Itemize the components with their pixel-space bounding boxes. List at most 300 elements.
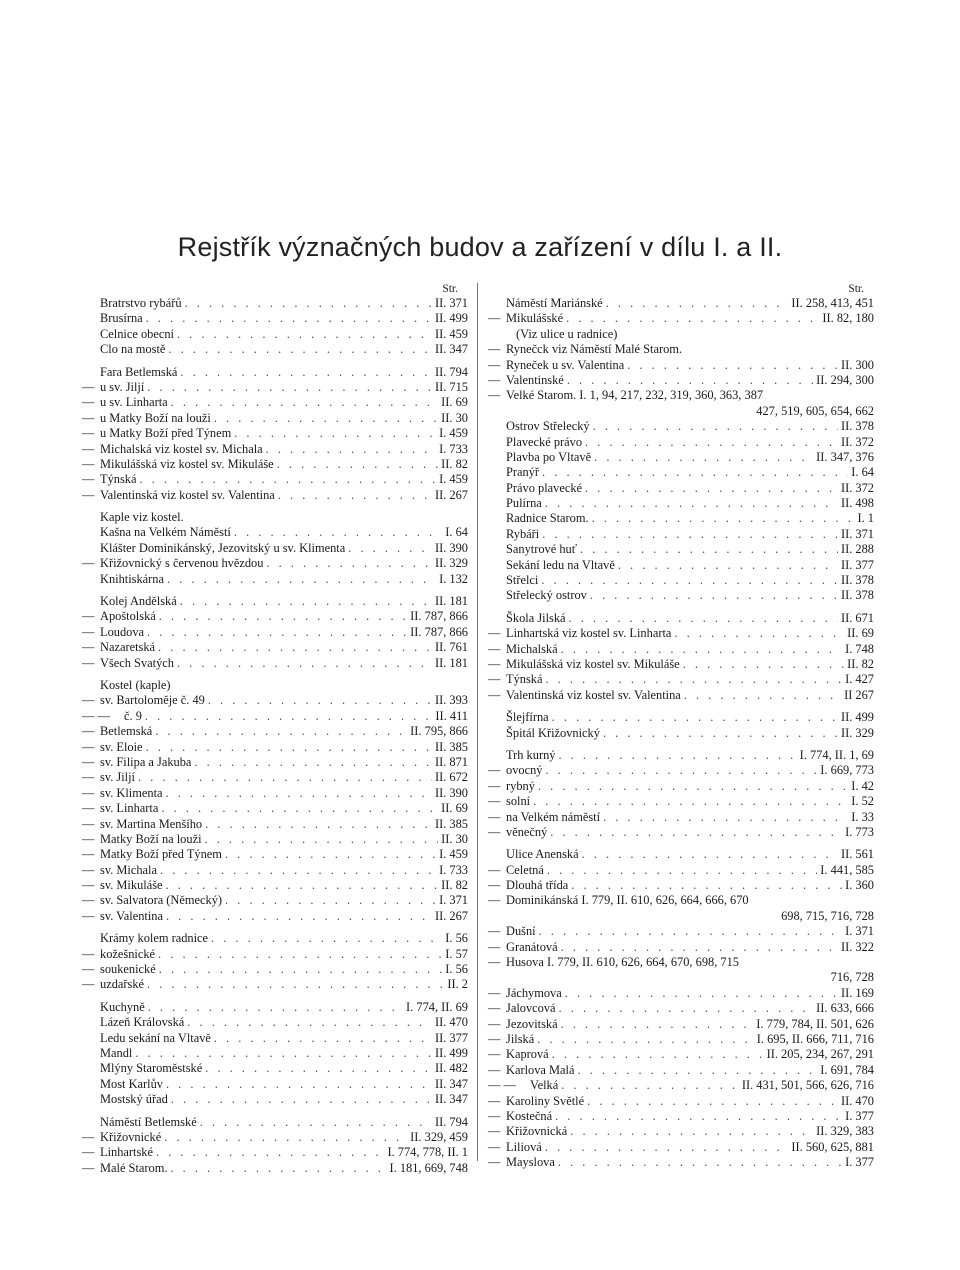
entry-page-ref: I. 773 xyxy=(845,824,874,839)
index-entry xyxy=(82,1092,468,1107)
index-entry xyxy=(82,1077,468,1092)
entry-label: Ryneček u sv. Valentina xyxy=(506,357,625,372)
entry-page-ref: I. 459 xyxy=(439,847,468,862)
index-entry xyxy=(82,1115,468,1130)
entry-dash: — xyxy=(82,977,95,992)
entry-page-ref: II. 69 xyxy=(847,626,874,641)
leader-dots xyxy=(582,847,838,862)
entry-dash: — xyxy=(82,831,95,846)
entry-dash: — xyxy=(82,785,95,800)
entry-page-ref: II. 499 xyxy=(434,311,468,326)
entry-page-ref: I. 181, 669, 748 xyxy=(389,1160,468,1175)
entry-page-ref: II. 633, 666 xyxy=(816,1001,874,1016)
entry-label: Celnice obecní xyxy=(100,326,174,341)
index-entry xyxy=(488,388,874,403)
entry-dash: — xyxy=(488,955,501,970)
entry-dash: — xyxy=(82,739,95,754)
leader-dots xyxy=(146,740,432,755)
entry-dash: — xyxy=(488,862,501,877)
entry-label: sv. Valentina xyxy=(100,908,163,923)
entry-label: sv. Michala xyxy=(100,862,158,877)
entry-label: Škola Jilská xyxy=(506,610,566,625)
leader-dots xyxy=(603,726,838,741)
entry-label: Střelci xyxy=(506,573,539,588)
entry-page-ref: I. 459 xyxy=(439,426,468,441)
index-entry xyxy=(82,977,468,992)
index-entry xyxy=(488,909,874,924)
entry-page-ref: II. 288 xyxy=(840,542,874,557)
index-entry xyxy=(82,1046,468,1061)
entry-dash: — xyxy=(82,410,95,425)
index-entry xyxy=(82,878,468,893)
entry-page-ref: I. 371 xyxy=(439,893,468,908)
entry-page-ref: II. 258, 413, 451 xyxy=(791,296,874,310)
entry-page-ref: II. 378 xyxy=(840,588,874,603)
leader-dots xyxy=(145,709,433,724)
leader-dots xyxy=(561,1078,739,1093)
leader-dots xyxy=(159,609,407,624)
entry-label: Dlouhá třída xyxy=(506,878,569,893)
entry-dash: — xyxy=(488,939,501,954)
index-entry xyxy=(82,931,468,946)
entry-page-ref: II. 347 xyxy=(434,1076,468,1091)
leader-dots xyxy=(158,640,432,655)
leader-dots xyxy=(580,542,838,557)
index-entry xyxy=(82,817,468,832)
entry-label: Rybáři xyxy=(506,526,540,541)
leader-dots xyxy=(156,1145,384,1160)
leader-dots xyxy=(208,693,432,708)
entry-page-ref: II. 795, 866 xyxy=(410,724,468,739)
index-entry xyxy=(488,825,874,840)
entry-page-ref: II. 498 xyxy=(840,496,874,511)
index-entry xyxy=(488,435,874,450)
entry-page-ref: II. 267 xyxy=(434,908,468,923)
leader-dots xyxy=(558,1155,842,1170)
leader-dots xyxy=(277,457,438,472)
leader-dots xyxy=(147,380,432,395)
entry-page-ref: II. 329 xyxy=(434,556,468,571)
entry-page-ref: II. 372 xyxy=(840,434,874,449)
entry-page-ref: 698, 715, 716, 728 xyxy=(781,908,874,923)
index-entry xyxy=(488,847,874,862)
index-entry xyxy=(488,588,874,603)
leader-dots xyxy=(138,770,432,785)
entry-page-ref: II. 794 xyxy=(434,1114,468,1129)
entry-page-ref: II. 431, 501, 566, 626, 716 xyxy=(741,1078,874,1093)
entry-label: Karoliny Světlé xyxy=(506,1093,585,1108)
entry-dash: — xyxy=(488,1124,501,1139)
leader-dots xyxy=(266,556,432,571)
entry-page-ref: II. 672 xyxy=(434,770,468,785)
entry-dash: — xyxy=(82,655,95,670)
leader-dots xyxy=(155,724,407,739)
index-entry xyxy=(82,472,468,487)
leader-dots xyxy=(592,511,855,526)
entry-label: Jezovitská xyxy=(506,1016,558,1031)
entry-dash: — xyxy=(82,862,95,877)
leader-dots xyxy=(545,763,817,778)
entry-label: Ledu sekání na Vltavě xyxy=(100,1030,211,1045)
leader-dots xyxy=(225,893,436,908)
entry-label: soukenické xyxy=(100,962,156,977)
entry-label: Mandl xyxy=(100,1045,133,1060)
entry-page-ref: I. 779, 784, II. 501, 626 xyxy=(756,1016,874,1031)
index-entry xyxy=(82,411,468,426)
entry-label: Dušní xyxy=(506,924,536,939)
leader-dots xyxy=(674,626,844,641)
entry-label: uzdařské xyxy=(100,977,145,992)
entry-label: Mikulášské xyxy=(506,311,564,326)
index-entry xyxy=(82,457,468,472)
entry-label: Valentinská viz kostel sv. Valentina xyxy=(100,487,275,502)
index-entry xyxy=(488,327,874,342)
entry-label: Náměstí Mariánské xyxy=(506,296,603,310)
entry-page-ref: II. 2 xyxy=(447,977,468,992)
leader-dots xyxy=(542,465,848,480)
leader-dots xyxy=(571,878,842,893)
leader-dots xyxy=(180,594,432,609)
entry-label: Bratrstvo rybářů xyxy=(100,296,182,310)
right-entries xyxy=(488,296,874,1170)
entry-page-ref: I. 132 xyxy=(439,571,468,586)
entry-label: Clo na mostě xyxy=(100,342,166,357)
entry-label: Loudova xyxy=(100,624,145,639)
index-entry xyxy=(82,656,468,671)
entry-dash: — xyxy=(488,1001,501,1016)
column-divider xyxy=(477,283,478,1161)
entry-page-ref: II. 82 xyxy=(441,878,468,893)
index-entry xyxy=(488,986,874,1001)
entry-label: Kašna na Velkém Náměstí xyxy=(100,525,231,540)
entry-page-ref: I. 33 xyxy=(851,809,874,824)
entry-page-ref: II. 761 xyxy=(434,640,468,655)
entry-page-ref: II. 300 xyxy=(840,357,874,372)
leader-dots xyxy=(603,810,848,825)
leader-dots xyxy=(547,863,817,878)
entry-label: (Viz ulice u radnice) xyxy=(516,326,618,341)
entry-label: sv. Eloie xyxy=(100,739,143,754)
entry-label: Karlova Malá xyxy=(506,1062,575,1077)
entry-page-ref: II. 205, 234, 267, 291 xyxy=(766,1047,874,1062)
leader-dots xyxy=(166,909,432,924)
entry-page-ref: II. 371 xyxy=(840,526,874,541)
entry-label: Křižovnické xyxy=(100,1129,162,1144)
entry-label: Jáchymova xyxy=(506,985,562,1000)
entry-page-ref: I. 733 xyxy=(439,441,468,456)
leader-dots xyxy=(147,977,444,992)
leader-dots xyxy=(214,411,438,426)
index-entry xyxy=(82,724,468,739)
entry-label: Krámy kolem radnice xyxy=(100,931,209,946)
leader-dots xyxy=(180,365,432,380)
index-entry xyxy=(488,863,874,878)
index-entry xyxy=(82,572,468,587)
entry-dash: — xyxy=(82,1129,95,1144)
entry-label: sv. Martina Menšího xyxy=(100,816,203,831)
index-entry xyxy=(488,1094,874,1109)
entry-page-ref: II. 561 xyxy=(840,847,874,862)
entry-label: Malé Starom. xyxy=(100,1160,168,1175)
entry-label: Kostečná xyxy=(506,1108,553,1123)
entry-dash: — xyxy=(488,1062,501,1077)
index-entry xyxy=(82,311,468,326)
entry-label: Liliová xyxy=(506,1139,542,1154)
entry-page-ref: I. 377 xyxy=(845,1155,874,1170)
entry-page-ref: II. 794 xyxy=(434,364,468,379)
entry-page-ref: II. 169 xyxy=(840,985,874,1000)
leader-dots xyxy=(234,525,442,540)
entry-dash: — xyxy=(488,687,501,702)
index-entry xyxy=(488,342,874,357)
entry-label: Radnice Starom. xyxy=(506,511,589,526)
index-entry xyxy=(82,832,468,847)
entry-page-ref: I. 733 xyxy=(439,862,468,877)
entry-page-ref: II. 411 xyxy=(435,708,468,723)
entry-page-ref: II. 499 xyxy=(840,710,874,725)
leader-dots xyxy=(348,541,432,556)
entry-dash: — xyxy=(82,472,95,487)
index-entry xyxy=(488,404,874,419)
entry-label: Ulice Anenská xyxy=(506,847,579,862)
leader-dots xyxy=(211,931,442,946)
index-entry xyxy=(488,1001,874,1016)
index-entry xyxy=(488,642,874,657)
entry-page-ref: I. 669, 773 xyxy=(820,763,874,778)
entry-dash: — xyxy=(82,1160,95,1175)
entry-page-ref: II. 470 xyxy=(434,1015,468,1030)
index-entry xyxy=(488,1124,874,1139)
leader-dots xyxy=(585,481,838,496)
entry-page-ref: I. 774, 778, II. 1 xyxy=(387,1145,468,1160)
leader-dots xyxy=(537,1032,754,1047)
page-column-header-right: Str. xyxy=(848,283,864,295)
entry-label: Linhartská viz kostel sv. Linharta xyxy=(506,626,672,641)
entry-label: Fara Betlemská xyxy=(100,364,178,379)
entry-page-ref: I. 1 xyxy=(857,511,874,526)
entry-page-ref: II. 322 xyxy=(840,939,874,954)
leader-dots xyxy=(567,373,813,388)
index-entry xyxy=(488,893,874,908)
leader-dots xyxy=(627,358,838,373)
entry-label: Most Karlův xyxy=(100,1076,163,1091)
leader-dots xyxy=(541,573,838,588)
index-entry xyxy=(82,365,468,380)
leader-dots xyxy=(147,625,407,640)
entry-page-ref: II. 294, 300 xyxy=(816,372,874,387)
index-entry xyxy=(488,748,874,763)
index-entry xyxy=(82,541,468,556)
entry-label: Křižovnický s červenou hvězdou xyxy=(100,556,264,571)
index-entry xyxy=(488,296,874,311)
index-entry xyxy=(488,878,874,893)
entry-page-ref: II. 385 xyxy=(434,739,468,754)
index-entry xyxy=(82,1161,468,1176)
leader-dots xyxy=(225,847,436,862)
index-entry xyxy=(488,1017,874,1032)
entry-label: Kaple viz kostel. xyxy=(100,510,184,525)
leader-dots xyxy=(166,878,439,893)
index-entry xyxy=(488,924,874,939)
entry-dash: — xyxy=(488,1031,501,1046)
leader-dots xyxy=(160,863,436,878)
page-column-header: Str. xyxy=(442,283,458,295)
index-entry xyxy=(488,1063,874,1078)
entry-label: Kuchyně xyxy=(100,999,145,1014)
entry-label: č. 9 xyxy=(124,708,142,723)
entry-dash: — xyxy=(488,763,501,778)
entry-page-ref: I. 774, II. 69 xyxy=(406,999,468,1014)
leader-dots xyxy=(278,488,432,503)
entry-page-ref: II. 787, 866 xyxy=(410,624,468,639)
index-entry xyxy=(82,1061,468,1076)
index-entry xyxy=(82,755,468,770)
entry-page-ref: II. 69 xyxy=(441,801,468,816)
entry-page-ref: I. 56 xyxy=(445,962,468,977)
entry-label: Mikulášská viz kostel sv. Mikuláše xyxy=(506,656,680,671)
entry-dash: — xyxy=(488,893,501,908)
entry-page-ref: II. 329 xyxy=(840,725,874,740)
leader-dots xyxy=(146,311,432,326)
entry-page-ref: II. 871 xyxy=(434,754,468,769)
entry-dash: — xyxy=(82,946,95,961)
index-entry xyxy=(82,770,468,785)
index-entry xyxy=(488,311,874,326)
entry-label: Sekání ledu na Vltavě xyxy=(506,557,615,572)
entry-page-ref: II. 482 xyxy=(434,1061,468,1076)
entry-label: Týnská xyxy=(506,672,543,687)
entry-label: u Matky Boží na louži xyxy=(100,410,211,425)
entry-dash: — xyxy=(488,1139,501,1154)
entry-page-ref: II. 390 xyxy=(434,540,468,555)
entry-label: Mostský úřad xyxy=(100,1092,168,1107)
entry-label: Kolej Andělská xyxy=(100,594,177,609)
index-entry xyxy=(82,1130,468,1145)
entry-label: sv. Klimenta xyxy=(100,785,163,800)
index-entry xyxy=(488,373,874,388)
entry-page-ref: II. 82 xyxy=(847,656,874,671)
entry-label: Linhartské xyxy=(100,1145,153,1160)
entry-dash: — xyxy=(82,724,95,739)
entry-page-ref: II. 181 xyxy=(434,594,468,609)
entry-label: Klášter Dominikánský, Jezovitský u sv. Klimenta xyxy=(100,540,346,555)
index-entry xyxy=(82,1031,468,1046)
entry-page-ref: 716, 728 xyxy=(830,970,874,985)
index-entry xyxy=(82,801,468,816)
entry-page-ref: II. 371 xyxy=(434,296,468,310)
leader-dots xyxy=(555,1109,842,1124)
entry-page-ref: I. 42 xyxy=(851,778,874,793)
entry-page-ref: II. 181 xyxy=(434,655,468,670)
index-entry xyxy=(488,810,874,825)
entry-label: u Matky Boží před Týnem xyxy=(100,426,232,441)
entry-dash: — xyxy=(488,311,501,326)
entry-page-ref: 427, 519, 605, 654, 662 xyxy=(756,403,874,418)
entry-label: Plavecké právo xyxy=(506,434,583,449)
index-entry xyxy=(82,380,468,395)
entry-label: Pulírna xyxy=(506,496,542,511)
left-column xyxy=(82,282,468,1176)
entry-label: na Velkém náměstí xyxy=(506,809,601,824)
leader-dots xyxy=(570,1124,813,1139)
entry-label: Michalská xyxy=(506,641,558,656)
entry-label: Brusírna xyxy=(100,311,143,326)
entry-label: u sv. Jiljí xyxy=(100,379,145,394)
entry-page-ref: I. 441, 585 xyxy=(820,862,874,877)
leader-dots xyxy=(194,755,432,770)
index-entry xyxy=(488,1109,874,1124)
entry-page-ref: II. 267 xyxy=(434,487,468,502)
index-entry xyxy=(488,527,874,542)
entry-label: Mlýny Staroměstské xyxy=(100,1061,203,1076)
entry-label: Jalovcová xyxy=(506,1001,556,1016)
leader-dots xyxy=(577,1063,817,1078)
leader-dots xyxy=(170,1161,386,1176)
index-entry xyxy=(82,556,468,571)
index-entry xyxy=(488,1155,874,1170)
entry-label: solní xyxy=(506,794,531,809)
index-entry xyxy=(82,786,468,801)
leader-dots xyxy=(561,940,838,955)
entry-label: Týnská xyxy=(100,472,137,487)
index-entry xyxy=(488,573,874,588)
entry-dash: — xyxy=(82,624,95,639)
entry-page-ref: II. 787, 866 xyxy=(410,609,468,624)
entry-label: Sanytrové huť xyxy=(506,542,578,557)
entry-dash: — xyxy=(82,893,95,908)
entry-page-ref: II. 560, 625, 881 xyxy=(791,1139,874,1154)
leader-dots xyxy=(683,657,844,672)
entry-page-ref: II. 385 xyxy=(434,816,468,831)
entry-page-ref: I. 52 xyxy=(851,794,874,809)
leader-dots xyxy=(158,947,442,962)
entry-dash: — — xyxy=(82,708,110,723)
entry-page-ref: I. 691, 784 xyxy=(820,1062,874,1077)
entry-label: Rynečck viz Náměstí Malé Starom. xyxy=(506,342,683,357)
entry-label: sv. Salvatora (Německý) xyxy=(100,893,223,908)
index-entry xyxy=(488,626,874,641)
index-entry xyxy=(82,962,468,977)
leader-dots xyxy=(177,327,432,342)
entry-label: Jilská xyxy=(506,1031,535,1046)
entry-dash: — — xyxy=(488,1078,516,1093)
entry-label: sv. Bartoloměje č. 49 xyxy=(100,693,205,708)
entry-dash: — xyxy=(488,372,501,387)
entry-label: Lázeň Královská xyxy=(100,1015,185,1030)
leader-dots xyxy=(538,779,848,794)
index-entry xyxy=(82,1015,468,1030)
entry-dash: — xyxy=(82,801,95,816)
entry-dash: — xyxy=(82,816,95,831)
leader-dots xyxy=(550,825,842,840)
index-entry xyxy=(82,342,468,357)
entry-label: Všech Svatých xyxy=(100,655,174,670)
entry-label: Kostel (kaple) xyxy=(100,677,171,692)
entry-label: sv. Jiljí xyxy=(100,770,135,785)
right-column xyxy=(488,282,874,1170)
entry-page-ref: II. 499 xyxy=(434,1045,468,1060)
leader-dots xyxy=(166,786,432,801)
entry-page-ref: II. 30 xyxy=(441,410,468,425)
entry-page-ref: II. 377 xyxy=(840,557,874,572)
entry-label: Náměstí Betlemské xyxy=(100,1114,197,1129)
entry-page-ref: I. 360 xyxy=(845,878,874,893)
leader-dots xyxy=(552,710,838,725)
entry-dash: — xyxy=(488,342,501,357)
index-entry xyxy=(488,496,874,511)
index-entry xyxy=(488,688,874,703)
entry-page-ref: II. 378 xyxy=(840,573,874,588)
